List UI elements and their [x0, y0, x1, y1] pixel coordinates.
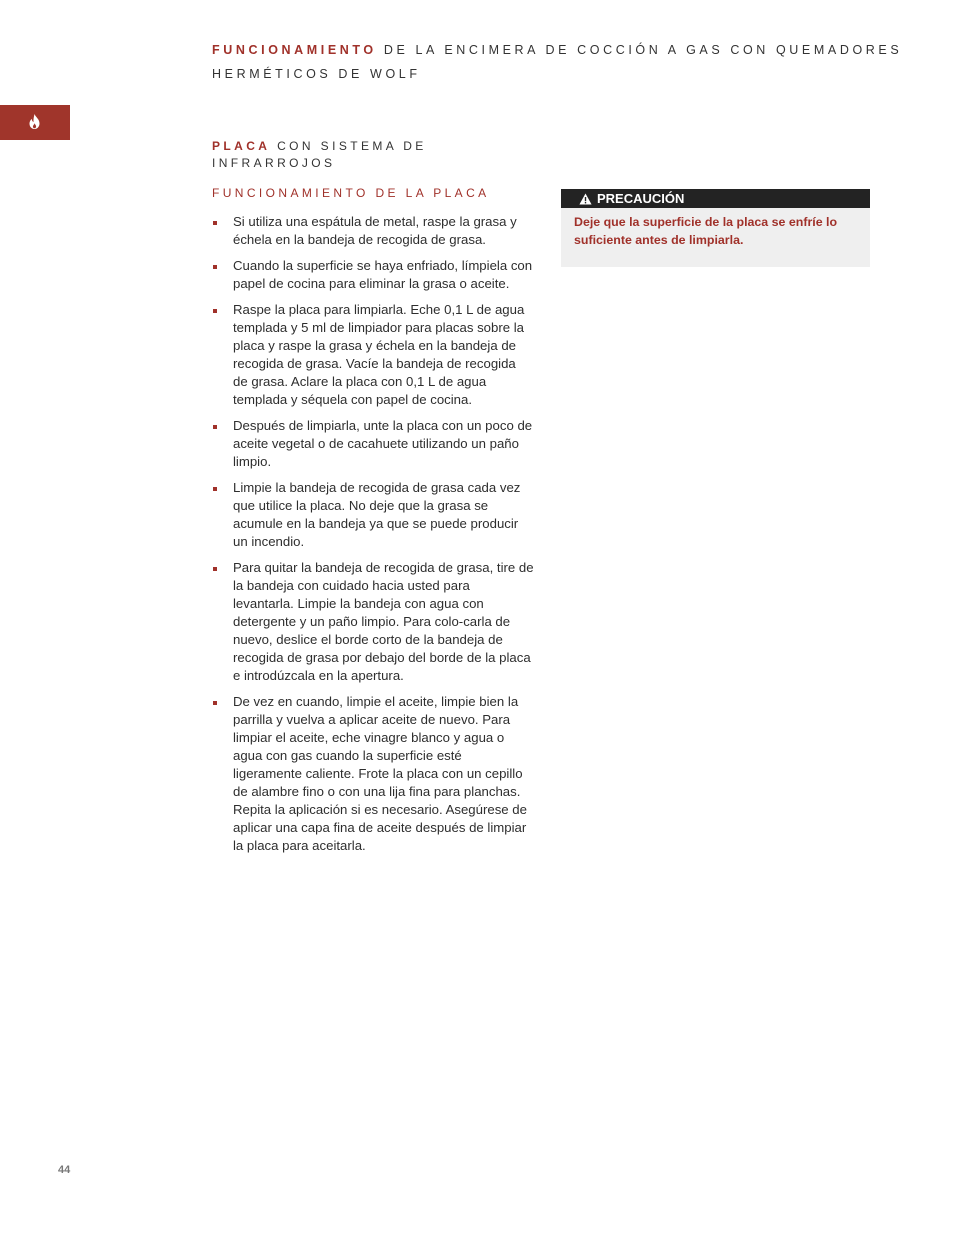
caution-box — [561, 189, 870, 267]
section-title-accent: PLACA — [212, 139, 271, 153]
bullet-icon — [213, 221, 217, 225]
list-item — [212, 559, 534, 685]
list-item-text: De vez en cuando, limpie el aceite, limpie bien la parrilla y vuelva a aplicar aceite de nuevo. Para limpiar el aceite, eche vinagre blanco y agua o agua con gas cuando la superficie esté ligeramente caliente. Frote la placa con un cepillo de alambre fino o con una lija fina para planchas. Repita la aplicación si es necesario. Asegúrese de aplicar una capa fina de aceite después de limpiar la placa para aceitarla. — [233, 694, 527, 853]
bullet-icon — [213, 567, 217, 571]
instruction-list — [212, 213, 534, 863]
list-item-text: Limpie la bandeja de recogida de grasa cada vez que utilice la placa. No deje que la grasa se acumule en la bandeja ya que se puede producir un incendio. — [233, 480, 521, 549]
list-item-text: Para quitar la bandeja de recogida de grasa, tire de la bandeja con cuidado hacia usted para levantarla. Limpie la bandeja con agua con detergente y un paño limpio. Para colo-carla de nuevo, deslice el borde corto de la bandeja de recogida de grasa por debajo del borde de la placa e introdúzcala en la apertura. — [233, 560, 534, 683]
warning-icon — [579, 193, 592, 205]
page-header — [212, 38, 912, 86]
caution-text: Deje que la superficie de la placa se enfríe lo suficiente antes de limpiarla. — [574, 215, 838, 247]
list-item-text: Cuando la superficie se haya enfriado, límpiela con papel de cocina para eliminar la grasa o aceite. — [233, 258, 533, 291]
header-title: DE LA ENCIMERA DE COCCIÓN A GAS CON QUEMADORES HERMÉTICOS DE WOLF — [212, 43, 903, 81]
bullet-icon — [213, 309, 217, 313]
bullet-icon — [213, 487, 217, 491]
list-item — [212, 213, 534, 249]
list-item-text: Raspe la placa para limpiarla. Eche 0,1 L de agua templada y 5 ml de limpiador para placas sobre la placa y raspe la grasa y échela en la bandeja de recogida de grasa. Vacíe la bandeja de recogida de grasa. Aclare la placa con 0,1 L de agua templada y séquela con papel de cocina. — [233, 302, 525, 407]
section-tab — [0, 105, 70, 140]
caution-header — [561, 189, 870, 208]
subheading: FUNCIONAMIENTO DE LA PLACA — [212, 186, 490, 200]
section-title-rest: CON SISTEMA DE INFRARROJOS — [212, 139, 427, 170]
flame-icon — [29, 114, 40, 129]
list-item — [212, 257, 534, 293]
list-item — [212, 479, 534, 551]
list-item-text: Después de limpiarla, unte la placa con un poco de aceite vegetal o de cacahuete utilizando un paño limpio. — [233, 418, 533, 469]
bullet-icon — [213, 701, 217, 705]
section-title — [212, 138, 512, 172]
list-item — [212, 301, 534, 409]
bullet-icon — [213, 425, 217, 429]
list-item — [212, 693, 534, 855]
bullet-icon — [213, 265, 217, 269]
header-accent: FUNCIONAMIENTO — [212, 43, 377, 57]
page-number: 44 — [58, 1164, 71, 1176]
caution-title: PRECAUCIÓN — [597, 191, 685, 206]
list-item-text: Si utiliza una espátula de metal, raspe la grasa y échela en la bandeja de recogida de grasa. — [233, 214, 517, 247]
list-item — [212, 417, 534, 471]
